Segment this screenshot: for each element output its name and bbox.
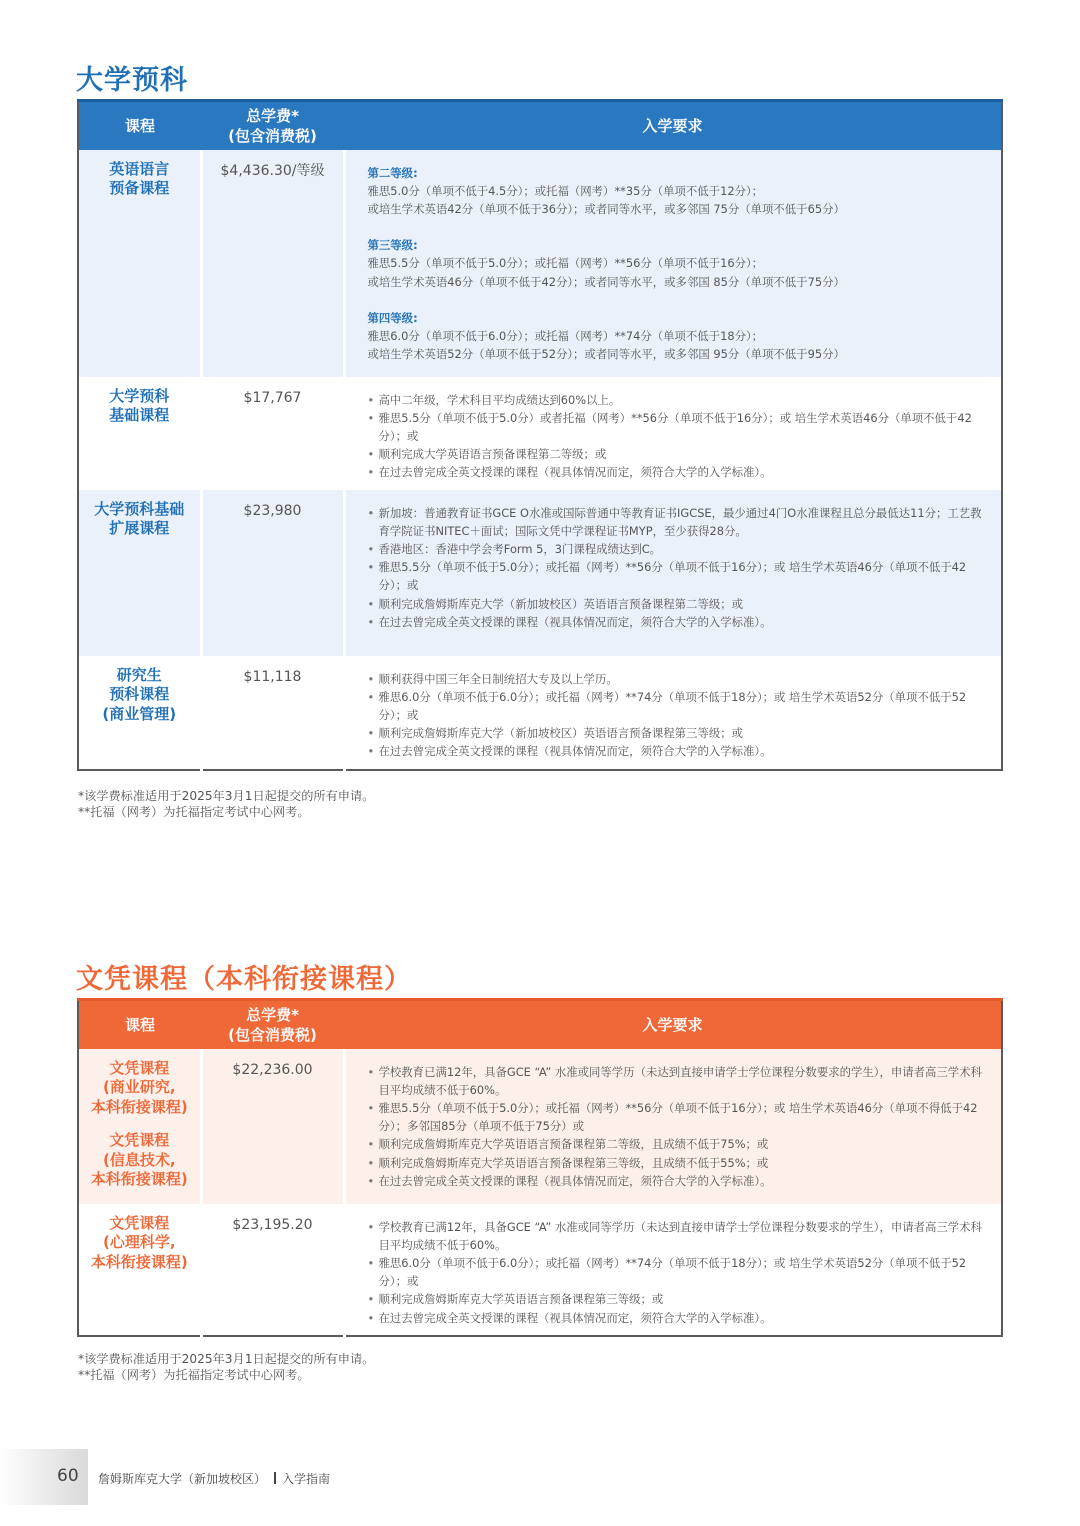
requirement-line: 或培生学术英语46分（单项不低于42分）；或者同等水平，或多邻国 85分（单项不低于75分） (367, 274, 845, 289)
header-course: 课程 (78, 101, 201, 150)
course-name-line: (心理科学, (102, 1233, 176, 1251)
header-fee (201, 101, 344, 150)
course-name (78, 1204, 201, 1336)
table-row (78, 1204, 1002, 1336)
course-name-line: 英语语言 (109, 159, 170, 178)
course-name-line: 预备课程 (109, 179, 170, 197)
footer-text (98, 1470, 330, 1487)
requirement-bullet: • 香港地区：香港中学会考Form 5，3门课程成绩达到C。 (368, 540, 992, 558)
footnote: **托福（网考）为托福指定考试中心网考。 (78, 805, 310, 819)
program-name (79, 1214, 200, 1273)
requirement-bullet: • 雅思5.5分（单项不低于5.0分）或者托福（网考）**56分（单项不低于16分）；或 培生学术英语46分（单项不低于42分）；或 (368, 409, 992, 445)
requirement-bullet: • 顺利完成大学英语语言预备课程第二等级；或 (368, 445, 992, 463)
course-name-line: 预科课程 (109, 685, 170, 704)
foundation-table (77, 99, 1003, 771)
course-name-line: (信息技术, (102, 1150, 176, 1169)
requirement-line: 雅思5.0分（单项不低于4.5分）；或托福（网考）**35分（单项不低于12分）； (367, 183, 764, 198)
course-name-line: 研究生 (116, 665, 162, 684)
header-course: 课程 (78, 1000, 201, 1049)
course-fee: $22,236.00 (201, 1049, 344, 1204)
header-fee-line2: (包含消费税) (228, 126, 317, 145)
requirement-line: 雅思5.5分（单项不低于5.0分）；或托福（网考）**56分（单项不低于16分）； (367, 256, 764, 271)
requirement-bullet: • 雅思5.5分（单项不低于5.0分）；或托福（网考）**56分（单项不低于16分）；或 培生学术英语46分（单项不得低于42分）；多邻国85分（单项不低于75分）或 (368, 1099, 992, 1135)
header-fee-line1: 总学费* (246, 106, 299, 125)
requirement-bullet: • 学校教育已满12年，具备GCE “A” 水准或同等学历（未达到直接申请学士学位课程分数要求的学生），申请者高三学术科目平均成绩不低于60%。 (368, 1218, 992, 1254)
requirement-bullet: • 学校教育已满12年，具备GCE “A” 水准或同等学历（未达到直接申请学士学位课程分数要求的学生），申请者高三学术科目平均成绩不低于60%。 (368, 1063, 992, 1099)
footnote: *该学费标准适用于2025年3月1日起提交的所有申请。 (78, 789, 375, 803)
requirement-bullet: • 在过去曾完成全英文授课的课程（视具体情况而定，须符合大学的入学标准）。 (368, 613, 992, 631)
requirement-line: 或培生学术英语42分（单项不低于36分）；或者同等水平，或多邻国 75分（单项不低于65分） (367, 201, 845, 216)
program-name (79, 1131, 200, 1190)
table-row (78, 656, 1002, 770)
level-block (368, 309, 992, 364)
table-row (78, 1049, 1002, 1204)
footer-separator (274, 1472, 276, 1484)
diploma-table (77, 998, 1003, 1337)
level-block (368, 236, 992, 291)
requirement-bullet: • 在过去曾完成全英文授课的课程（视具体情况而定，须符合大学的入学标准）。 (368, 742, 992, 760)
requirement-line: 或培生学术英语52分（单项不低于52分）；或者同等水平，或多邻国 95分（单项不低于95分） (367, 347, 845, 362)
requirement-bullet: • 顺利完成詹姆斯库克大学英语语言预备课程第三等级；或 (368, 1290, 992, 1308)
section-title-diploma: 文凭课程（本科衔接课程） (76, 964, 412, 995)
course-name-line: 大学预科基础 (94, 499, 185, 518)
footnotes (78, 788, 374, 820)
course-fee: $23,195.20 (201, 1204, 344, 1336)
table-row (78, 377, 1002, 490)
footer-guide: 入学指南 (282, 1472, 331, 1486)
course-fee: $23,980 (201, 490, 344, 656)
header-requirements: 入学要求 (344, 1000, 1002, 1049)
course-requirements (344, 1049, 1002, 1204)
course-name-line: (商业管理) (102, 704, 177, 723)
course-fee: $4,436.30/等级 (201, 150, 344, 377)
requirement-bullet: • 在过去曾完成全英文授课的课程（视具体情况而定，须符合大学的入学标准）。 (368, 1172, 992, 1190)
requirement-bullet: • 雅思5.5分（单项不低于5.0分）；或托福（网考）**56分（单项不低于16分）；或 培生学术英语46分（单项不低于42分）；或 (368, 558, 992, 594)
header-fee (201, 1000, 344, 1049)
footer-school: 詹姆斯库克大学（新加坡校区） (98, 1472, 267, 1486)
course-name (78, 1049, 201, 1204)
requirement-bullet: • 高中二年级，学术科目平均成绩达到60%以上。 (368, 391, 992, 409)
table-row (78, 490, 1002, 656)
course-fee: $11,118 (201, 656, 344, 770)
course-name-line: 大学预科 (109, 386, 170, 405)
requirement-bullet: • 在过去曾完成全英文授课的课程（视具体情况而定，须符合大学的入学标准）。 (368, 463, 992, 481)
requirement-bullet: • 新加坡：普通教育证书GCE O水准或国际普通中等教育证书IGCSE，最少通过4门O水准课程且总分最低达11分；工艺教育学院证书NITEC＋面试；国际文凭中学课程证书MYP，至少获得28分。 (368, 504, 992, 540)
course-requirements (344, 490, 1002, 656)
course-name-line: (商业研究, (102, 1078, 176, 1096)
level-block (368, 164, 992, 219)
header-fee-line2: (包含消费税) (228, 1025, 317, 1044)
course-name-line: 本科衔接课程) (90, 1097, 188, 1116)
requirement-bullet: • 在过去曾完成全英文授课的课程（视具体情况而定，须符合大学的入学标准）。 (368, 1309, 992, 1327)
program-name (79, 1059, 200, 1118)
footnote: *该学费标准适用于2025年3月1日起提交的所有申请。 (78, 1352, 375, 1366)
course-requirements (344, 150, 1002, 377)
section-title-foundation: 大学预科 (76, 65, 188, 96)
level-title: 第三等级: (367, 238, 418, 253)
requirement-bullet: • 雅思6.0分（单项不低于6.0分）；或托福（网考）**74分（单项不低于18分）；或 培生学术英语52分（单项不低于52分）；或 (368, 1254, 992, 1290)
course-fee: $17,767 (201, 377, 344, 490)
course-requirements (344, 656, 1002, 770)
page-number: 60 (57, 1466, 79, 1486)
requirement-bullet: • 顺利完成詹姆斯库克大学（新加坡校区）英语语言预备课程第二等级；或 (368, 595, 992, 613)
header-requirements: 入学要求 (344, 101, 1002, 150)
table-header-row (78, 1000, 1002, 1049)
requirement-bullet: • 顺利完成詹姆斯库克大学英语语言预备课程第二等级，且成绩不低于75%；或 (368, 1135, 992, 1153)
course-name-line: 文凭课程 (109, 1213, 170, 1232)
course-name (78, 150, 201, 377)
table-row (78, 150, 1002, 377)
requirement-bullet: • 顺利完成詹姆斯库克大学英语语言预备课程第三等级，且成绩不低于55%；或 (368, 1154, 992, 1172)
requirement-bullet: • 顺利完成詹姆斯库克大学（新加坡校区）英语语言预备课程第三等级；或 (368, 724, 992, 742)
footnote: **托福（网考）为托福指定考试中心网考。 (78, 1368, 310, 1382)
header-fee-line1: 总学费* (246, 1005, 299, 1024)
course-name (78, 490, 201, 656)
course-name-line: 本科衔接课程) (90, 1252, 188, 1271)
course-requirements (344, 1204, 1002, 1336)
course-name-line: 本科衔接课程) (90, 1170, 188, 1188)
level-title: 第二等级: (367, 165, 418, 180)
footnotes (78, 1351, 374, 1383)
course-requirements (344, 377, 1002, 490)
course-name-line: 文凭课程 (109, 1131, 170, 1149)
course-name (78, 656, 201, 770)
level-title: 第四等级: (367, 310, 418, 325)
requirement-bullet: • 雅思6.0分（单项不低于6.0分）；或托福（网考）**74分（单项不低于18分）；或 培生学术英语52分（单项不低于52分）；或 (368, 688, 992, 724)
table-header-row (78, 101, 1002, 150)
requirement-bullet: • 顺利获得中国三年全日制统招大专及以上学历。 (368, 670, 992, 688)
requirement-line: 雅思6.0分（单项不低于6.0分）；或托福（网考）**74分（单项不低于18分）； (367, 328, 764, 343)
course-name (78, 377, 201, 490)
course-name-line: 文凭课程 (109, 1058, 170, 1077)
course-name-line: 基础课程 (109, 406, 170, 424)
course-name-line: 扩展课程 (109, 519, 170, 538)
